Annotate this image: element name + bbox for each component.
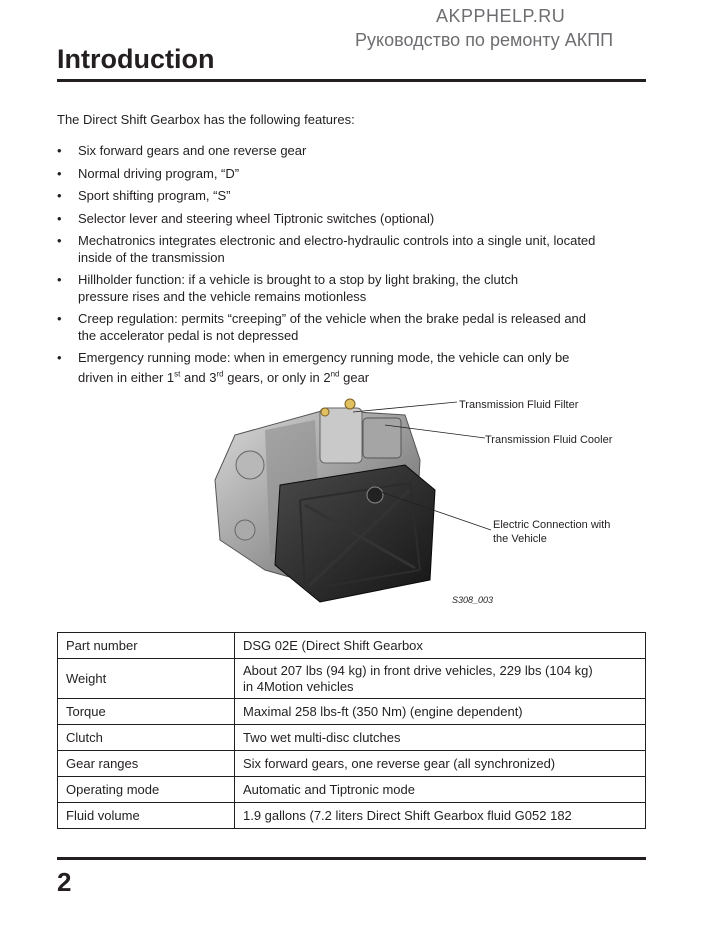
- bullet-icon: •: [57, 143, 62, 158]
- spec-value: DSG 02E (Direct Shift Gearbox: [235, 633, 646, 659]
- spec-key: Clutch: [58, 725, 235, 751]
- feature-text: Mechatronics integrates electronic and electro-hydraulic controls into a single unit, located: [78, 233, 596, 248]
- feature-text: Hillholder function: if a vehicle is brought to a stop by light braking, the clutch: [78, 272, 519, 287]
- header-rule: [57, 79, 646, 82]
- bullet-icon: •: [57, 188, 62, 203]
- bullet-icon: •: [57, 165, 62, 181]
- page-number: 2: [57, 867, 72, 897]
- feature-text: Creep regulation: permits “creeping” of the vehicle when the brake pedal is released and: [78, 311, 587, 326]
- feature-item: [57, 311, 647, 344]
- spec-value: About 207 lbs (94 kg) in front drive vehicles, 229 lbs (104 kg) in 4Motion vehicles: [235, 659, 646, 699]
- bullet-icon: •: [57, 233, 62, 248]
- spec-key: Fluid volume: [58, 803, 235, 829]
- feature-text: Selector lever and steering wheel Tiptronic switches (optional): [78, 210, 435, 226]
- specs-table: [57, 632, 646, 829]
- feature-item: [57, 272, 647, 305]
- spec-key: Torque: [58, 699, 235, 725]
- feature-text-cont: inside of the transmission: [78, 249, 225, 265]
- feature-item: [57, 233, 647, 266]
- feature-text: Emergency running mode: when in emergency running mode, the vehicle can only be: [78, 350, 570, 365]
- feature-item: [57, 166, 647, 183]
- intro-text: The Direct Shift Gearbox has the following features:: [57, 112, 355, 127]
- spec-value: 1.9 gallons (7.2 liters Direct Shift Gearbox fluid G052 182: [235, 803, 646, 829]
- table-row: [58, 659, 646, 699]
- table-row: [58, 633, 646, 659]
- figure-code: S308_003: [452, 595, 494, 605]
- feature-item: [57, 211, 647, 228]
- feature-text: Normal driving program, “D”: [78, 165, 240, 181]
- feature-item: [57, 350, 647, 386]
- feature-item: [57, 143, 647, 160]
- watermark-site: AKPPHELP.RU: [436, 6, 566, 26]
- bullet-icon: •: [57, 311, 62, 326]
- feature-text: Sport shifting program, “S”: [78, 188, 231, 203]
- label-fluid-filter: Transmission Fluid Filter: [459, 399, 579, 411]
- table-row: [58, 803, 646, 829]
- footer-rule: [57, 857, 646, 860]
- spec-value: Maximal 258 lbs-ft (350 Nm) (engine dependent): [235, 699, 646, 725]
- label-fluid-cooler: Transmission Fluid Cooler: [485, 434, 613, 446]
- table-row: [58, 777, 646, 803]
- feature-text-cont: driven in either 1st and 3rd gears, or only in 2nd gear: [78, 369, 370, 385]
- bullet-icon: •: [57, 272, 62, 287]
- bullet-icon: •: [57, 350, 62, 365]
- page-title: Introduction: [57, 44, 215, 74]
- feature-text: Six forward gears and one reverse gear: [78, 143, 307, 158]
- spec-value: Six forward gears, one reverse gear (all synchronized): [235, 751, 646, 777]
- gearbox-figure: [205, 390, 645, 612]
- spec-value: Automatic and Tiptronic mode: [235, 777, 646, 803]
- feature-text-cont: pressure rises and the vehicle remains motionless: [78, 288, 367, 304]
- table-row: [58, 699, 646, 725]
- feature-list: [57, 143, 647, 386]
- bullet-icon: •: [57, 210, 62, 226]
- label-electric-connection: Electric Connection with the Vehicle: [493, 519, 611, 545]
- table-row: [58, 751, 646, 777]
- feature-text-cont: the accelerator pedal is not depressed: [78, 327, 299, 343]
- watermark-subtitle: Руководство по ремонту АКПП: [355, 30, 614, 50]
- gearbox-photo: [205, 390, 645, 612]
- spec-key: Part number: [58, 633, 235, 659]
- spec-key: Gear ranges: [58, 751, 235, 777]
- feature-item: [57, 188, 647, 205]
- spec-value: Two wet multi-disc clutches: [235, 725, 646, 751]
- table-row: [58, 725, 646, 751]
- spec-key: Weight: [58, 659, 235, 699]
- spec-key: Operating mode: [58, 777, 235, 803]
